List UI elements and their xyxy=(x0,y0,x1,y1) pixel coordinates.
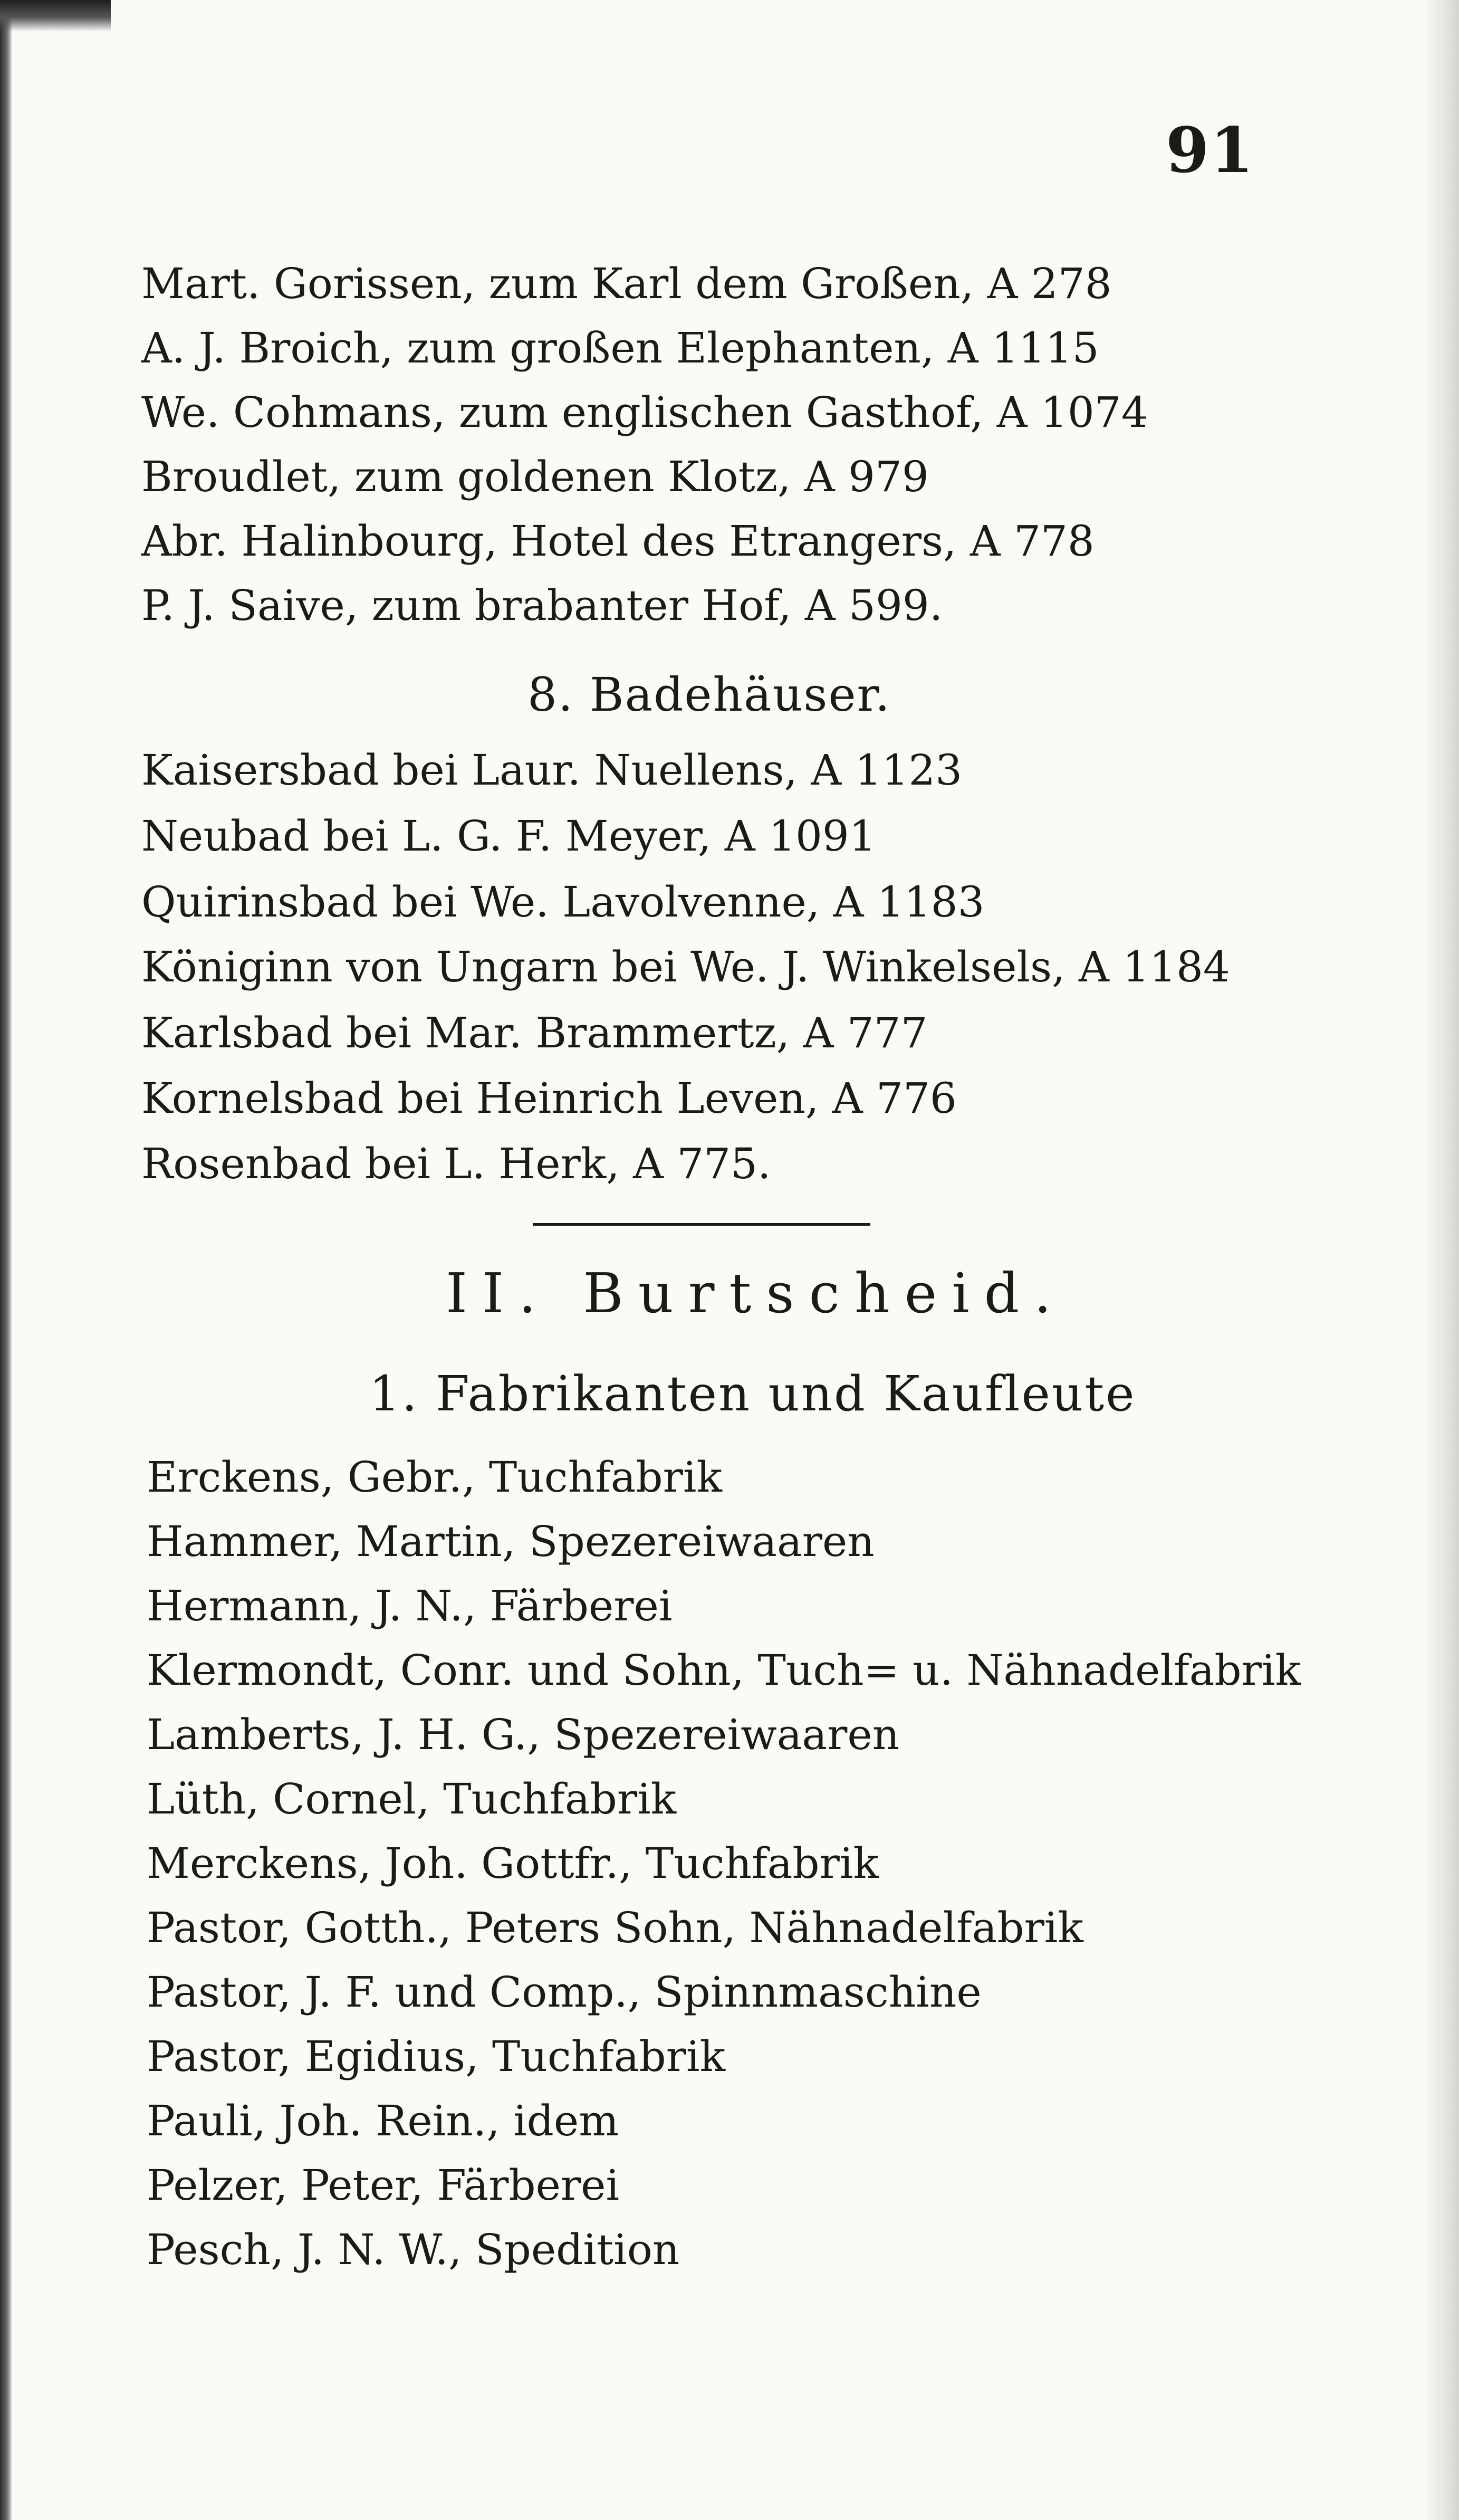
scan-right-edge xyxy=(1422,0,1459,2520)
scan-left-edge xyxy=(0,0,12,2520)
page-number: 91 xyxy=(1166,113,1255,187)
merchant-entry: Pastor, Gotth., Peters Sohn, Nähnadelfabrik xyxy=(147,1903,1083,1952)
bathhouse-entry: Rosenbad bei L. Herk, A 775. xyxy=(141,1139,771,1188)
bathhouse-entry: Quirinsbad bei We. Lavolvenne, A 1183 xyxy=(141,877,985,927)
merchant-entry: Hermann, J. N., Färberei xyxy=(147,1581,673,1630)
scan-top-corner xyxy=(0,0,111,32)
bathhouse-entry: Königinn von Ungarn bei We. J. Winkelsels, A 1184 xyxy=(141,942,1230,991)
merchant-entry: Pesch, J. N. W., Spedition xyxy=(147,2225,680,2274)
section-divider xyxy=(533,1223,870,1226)
bathhouse-entry: Neubad bei L. G. F. Meyer, A 1091 xyxy=(141,812,876,861)
inn-entry: We. Cohmans, zum englischen Gasthof, A 1074 xyxy=(141,388,1148,437)
inn-entry: Abr. Halinbourg, Hotel des Etrangers, A 778 xyxy=(141,517,1095,566)
bathhouse-entry: Karlsbad bei Mar. Brammertz, A 777 xyxy=(141,1008,928,1057)
inn-entry: Mart. Gorissen, zum Karl dem Großen, A 278 xyxy=(141,259,1112,308)
inn-entry: A. J. Broich, zum großen Elephanten, A 1115 xyxy=(141,323,1099,373)
merchant-entry: Pelzer, Peter, Färberei xyxy=(147,2161,620,2210)
inn-entry: P. J. Saive, zum brabanter Hof, A 599. xyxy=(141,581,943,630)
bathhouse-entry: Kaisersbad bei Laur. Nuellens, A 1123 xyxy=(141,746,963,795)
merchant-entry: Lüth, Cornel, Tuchfabrik xyxy=(147,1774,677,1824)
subsection-heading-fabrikanten: 1. Fabrikanten und Kaufleute xyxy=(369,1366,1136,1422)
part-heading-burtscheid: II. Burtscheid. xyxy=(446,1261,1067,1325)
merchant-entry: Erckens, Gebr., Tuchfabrik xyxy=(147,1453,722,1502)
bathhouse-entry: Kornelsbad bei Heinrich Leven, A 776 xyxy=(141,1074,957,1123)
merchant-entry: Hammer, Martin, Spezereiwaaren xyxy=(147,1517,875,1566)
merchant-entry: Merckens, Joh. Gottfr., Tuchfabrik xyxy=(147,1839,879,1888)
section-heading-badehaeuser: 8. Badehäuser. xyxy=(527,667,891,722)
merchant-entry: Pastor, Egidius, Tuchfabrik xyxy=(147,2032,726,2081)
merchant-entry: Lamberts, J. H. G., Spezereiwaaren xyxy=(147,1710,900,1759)
merchant-entry: Klermondt, Conr. und Sohn, Tuch= u. Nähnadelfabrik xyxy=(147,1646,1301,1695)
merchant-entry: Pauli, Joh. Rein., idem xyxy=(147,2096,619,2145)
merchant-entry: Pastor, J. F. und Comp., Spinnmaschine xyxy=(147,1968,982,2017)
inn-entry: Broudlet, zum goldenen Klotz, A 979 xyxy=(141,452,929,501)
